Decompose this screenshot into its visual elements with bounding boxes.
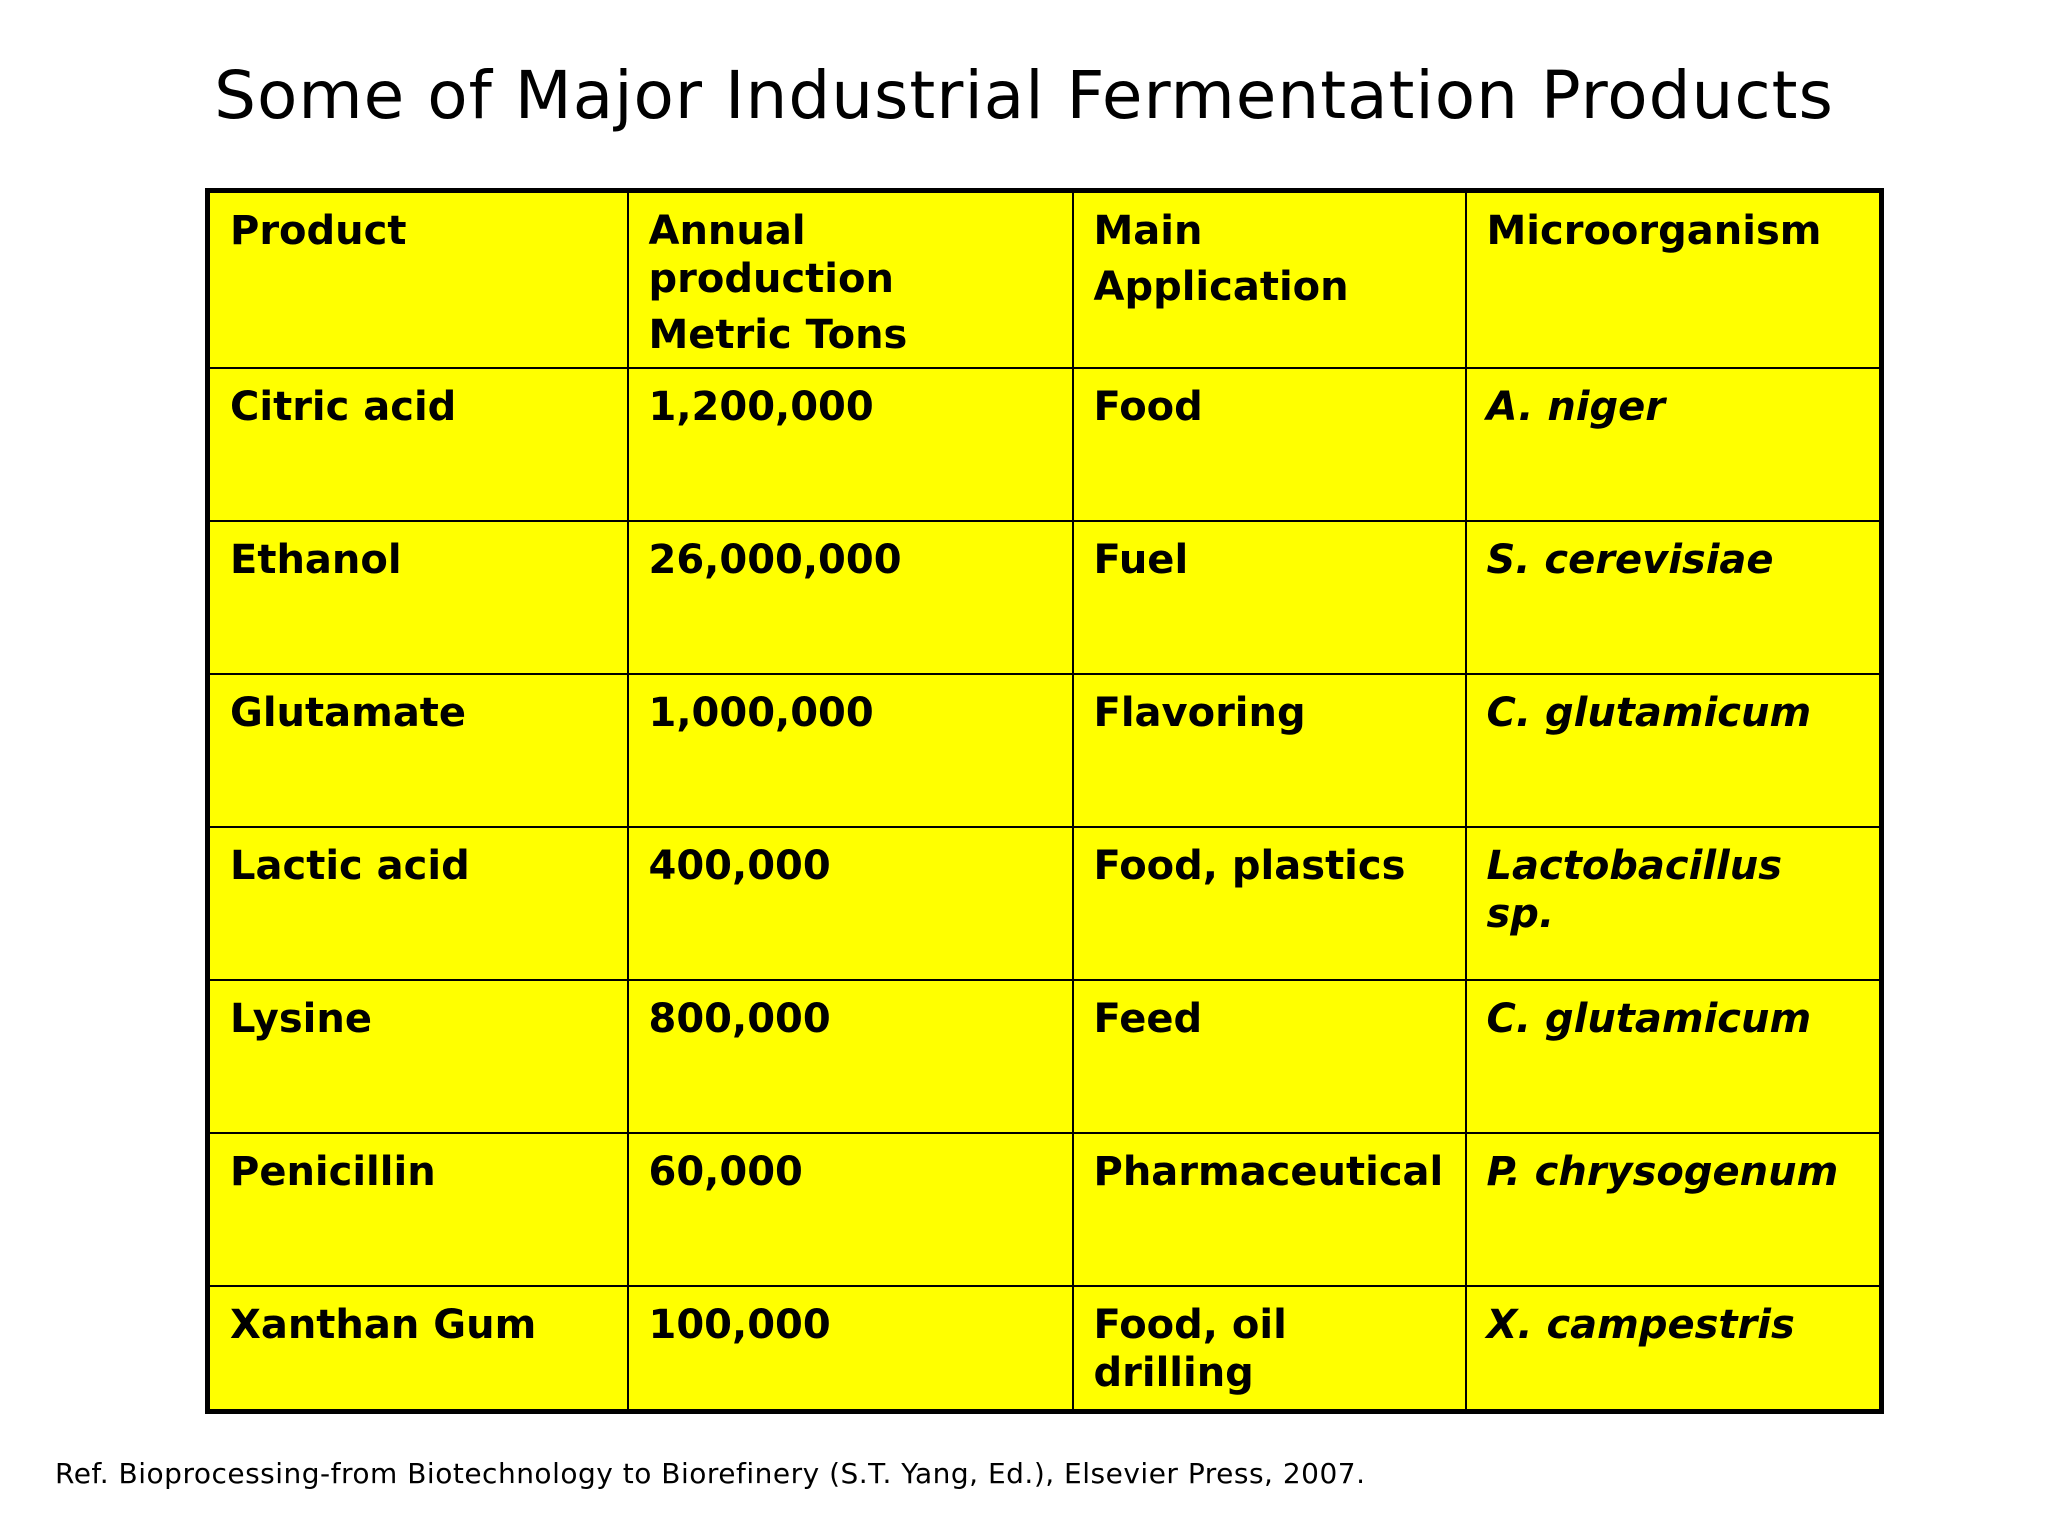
header-application-line2: Application: [1093, 264, 1349, 310]
table-row: [208, 1286, 1882, 1412]
cell-application: Feed: [1073, 980, 1466, 1133]
table-row: [208, 521, 1882, 674]
table-row: [208, 674, 1882, 827]
header-application-line1: Main: [1093, 208, 1203, 254]
cell-microorganism: P. chrysogenum: [1466, 1133, 1882, 1286]
cell-product: Ethanol: [208, 521, 628, 674]
page-title: Some of Major Industrial Fermentation Products: [214, 57, 1834, 134]
cell-microorganism: C. glutamicum: [1466, 980, 1882, 1133]
cell-product: Xanthan Gum: [208, 1286, 628, 1412]
cell-production: 1,000,000: [628, 674, 1073, 827]
cell-production: 400,000: [628, 827, 1073, 980]
cell-product: Citric acid: [208, 368, 628, 521]
fermentation-products-table: [205, 188, 1884, 1414]
cell-production: 800,000: [628, 980, 1073, 1133]
header-microorganism-label: Microorganism: [1486, 208, 1822, 254]
cell-application: Pharmaceutical: [1073, 1133, 1466, 1286]
cell-microorganism: C. glutamicum: [1466, 674, 1882, 827]
reference-citation: Ref. Bioprocessing-from Biotechnology to Biorefinery (S.T. Yang, Ed.), Elsevier Press, 2007.: [55, 1457, 1366, 1490]
table-header-row: [208, 191, 1882, 369]
header-microorganism: [1466, 191, 1882, 369]
cell-production: 100,000: [628, 1286, 1073, 1412]
table-row: [208, 827, 1882, 980]
header-production-unit: Metric Tons: [648, 312, 908, 358]
table-row: [208, 980, 1882, 1133]
cell-microorganism: Lactobacillus sp.: [1466, 827, 1882, 980]
table-row: [208, 368, 1882, 521]
cell-production: 26,000,000: [628, 521, 1073, 674]
cell-microorganism: A. niger: [1466, 368, 1882, 521]
cell-production: 1,200,000: [628, 368, 1073, 521]
cell-microorganism: X. campestris: [1466, 1286, 1882, 1412]
cell-product: Glutamate: [208, 674, 628, 827]
cell-production: 60,000: [628, 1133, 1073, 1286]
cell-application: Food: [1073, 368, 1466, 521]
header-main-application: [1073, 191, 1466, 369]
table-row: [208, 1133, 1882, 1286]
cell-application: Food, plastics: [1073, 827, 1466, 980]
header-annual-production: [628, 191, 1073, 369]
cell-product: Lactic acid: [208, 827, 628, 980]
cell-product: Lysine: [208, 980, 628, 1133]
cell-microorganism: S. cerevisiae: [1466, 521, 1882, 674]
cell-application: Food, oil drilling: [1073, 1286, 1466, 1412]
header-product-label: Product: [230, 208, 407, 254]
cell-application: Flavoring: [1073, 674, 1466, 827]
header-product: [208, 191, 628, 369]
cell-product: Penicillin: [208, 1133, 628, 1286]
header-production-label: Annual production: [648, 208, 894, 302]
cell-application: Fuel: [1073, 521, 1466, 674]
